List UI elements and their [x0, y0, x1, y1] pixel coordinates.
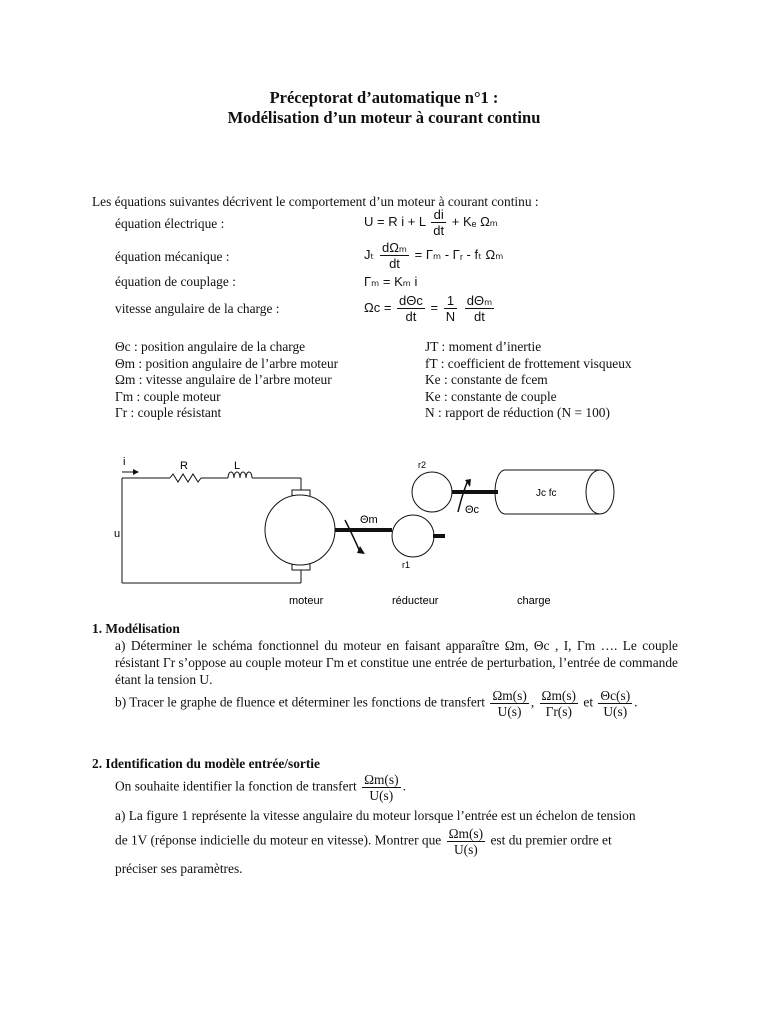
- eq-load-speed-den3: dt: [474, 309, 485, 324]
- section2-f-den: U(s): [369, 788, 394, 803]
- label-r2: r2: [418, 460, 427, 470]
- eq-mechanical-label: équation mécanique :: [115, 249, 230, 264]
- legend-left-item: Γm : couple moteur: [115, 388, 221, 404]
- eq-load-speed-lhs: Ωc =: [364, 299, 392, 315]
- load-cylinder-right: [586, 470, 614, 514]
- label-u: u: [114, 528, 121, 540]
- eq-load-speed-den2: N: [445, 309, 456, 324]
- label-load: Jc fc: [536, 488, 557, 499]
- section1-b-f2-den: Γr(s): [545, 704, 572, 719]
- section1-b-f3-den: U(s): [603, 704, 628, 719]
- section2-intro-text: On souhaite identifier la fonction de transfert: [115, 778, 357, 794]
- eq-electrical-label: équation électrique :: [115, 216, 225, 231]
- caption-load: charge: [517, 595, 551, 607]
- label-R: R: [180, 460, 188, 472]
- eq-electrical-den: dt: [433, 223, 445, 238]
- gear-r1: [392, 515, 434, 557]
- theta-m-arrow: [345, 520, 360, 552]
- section1-b-f2-num: Ωm(s): [541, 688, 577, 703]
- motor-circle: [265, 495, 335, 565]
- section1-b-et: et: [583, 694, 594, 710]
- section2-a2-den: U(s): [453, 842, 478, 857]
- legend-left-item: Θm : position angulaire de l’arbre moteur: [115, 355, 339, 371]
- label-i: i: [123, 456, 126, 468]
- title-line-1: Préceptorat d’automatique n°1 :: [269, 88, 499, 107]
- eq-load-speed: [364, 293, 496, 324]
- eq-mechanical-rhs: = Γₘ - Γᵣ - fₜ Ωₘ: [414, 246, 504, 262]
- caption-reducer: réducteur: [392, 595, 439, 607]
- eq-load-speed-num: dΘc: [399, 293, 423, 308]
- legend-right-item: Ke : constante de couple: [425, 388, 557, 404]
- section1-a: a) Déterminer le schéma fonctionnel du moteur en faisant apparaître Ωm, Θc , I, Γm …. Le couple résistant Γr s’oppose au couple moteur Γm et constitue une entrée de perturbation, l’entrée de commande étant la tension U.: [115, 638, 678, 687]
- motor-diagram: [0, 448, 768, 613]
- legend-right-item: N : rapport de réduction (N = 100): [425, 405, 610, 420]
- eq-load-speed-num2: 1: [444, 293, 457, 309]
- legend-right-item: fT : coefficient de frottement visqueux: [425, 355, 632, 371]
- eq-load-speed-label: vitesse angulaire de la charge :: [115, 301, 280, 316]
- legend-right-item: JT : moment d’inertie: [425, 339, 542, 354]
- legend-left-item: Θc : position angulaire de la charge: [115, 339, 306, 354]
- section1-b-f1-num: Ωm(s): [492, 688, 527, 703]
- eq-coupling: Γₘ = Kₘ i: [364, 274, 418, 289]
- eq-mechanical-den: dt: [389, 256, 400, 271]
- section2-a2-num: Ωm(s): [448, 826, 484, 841]
- eq-electrical: [364, 207, 498, 238]
- legend-right: [425, 339, 632, 422]
- inductor: [228, 472, 252, 478]
- legend-left-item: Ωm : vitesse angulaire de l’arbre moteur: [115, 372, 332, 387]
- section2-a2-end: est du premier ordre et: [490, 832, 612, 848]
- label-r1: r1: [402, 560, 411, 570]
- eq-mechanical: [364, 240, 503, 271]
- legend-right-item: Ke : constante de fcem: [425, 372, 548, 387]
- resistor: [170, 474, 201, 482]
- section1-b: b) Tracer le graphe de fluence et déterminer les fonctions de transfert $\frac{\Omega m(s)}{U(s)}$ , $\frac{\Omega m(s)}{\Gamma r(s)}$ et $\frac{\Theta c(s)}{U(s)}$ .: [115, 688, 638, 719]
- section1-b-f1-den: U(s): [497, 704, 522, 719]
- eq-mechanical-lhs: Jₜ: [364, 246, 375, 262]
- eq-electrical-num: di: [431, 207, 446, 223]
- section2-a-line2: [115, 826, 678, 857]
- section1-b-text: b) Tracer le graphe de fluence et déterminer les fonctions de transfert: [115, 694, 485, 710]
- section2-a2-text: de 1V (réponse indicielle du moteur en vitesse). Montrer que: [115, 832, 442, 848]
- label-L: L: [234, 460, 241, 472]
- legend-left: [115, 339, 338, 422]
- section2-f-num: Ωm(s): [364, 772, 399, 787]
- caption-motor: moteur: [289, 595, 324, 607]
- section2-intro: On souhaite identifier la fonction de transfert $\frac{\Omega m(s)}{U(s)}$ .: [115, 772, 406, 803]
- eq-mechanical-num: dΩₘ: [381, 240, 408, 255]
- section2-heading: 2. Identification du modèle entrée/sortie: [92, 756, 320, 771]
- title-line-2: Modélisation d’un moteur à courant continu: [227, 108, 541, 127]
- gear-r2: [412, 472, 452, 512]
- section2-a-line3: préciser ses paramètres.: [115, 861, 243, 876]
- legend-left-item: Γr : couple résistant: [115, 405, 222, 420]
- eq-electrical-rhs: + Kₑ Ωₘ: [451, 213, 498, 229]
- eq-load-speed-eq: =: [430, 299, 439, 315]
- label-theta-m: Θm: [360, 514, 378, 526]
- label-theta-c: Θc: [465, 504, 480, 516]
- eq-load-speed-den: dt: [405, 309, 417, 324]
- section1-b-f3-num: Θc(s): [600, 688, 631, 703]
- intro-text: Les équations suivantes décrivent le comportement d’un moteur à courant continu :: [92, 194, 539, 209]
- eq-coupling-label: équation de couplage :: [115, 274, 236, 289]
- section2-a-line1: a) La figure 1 représente la vitesse angulaire du moteur lorsque l’entrée est un échelon de tension: [115, 808, 636, 823]
- eq-electrical-lhs: U = R i + L: [364, 213, 426, 229]
- eq-load-speed-num3: dΘₘ: [466, 293, 493, 308]
- section1-heading: 1. Modélisation: [92, 621, 180, 636]
